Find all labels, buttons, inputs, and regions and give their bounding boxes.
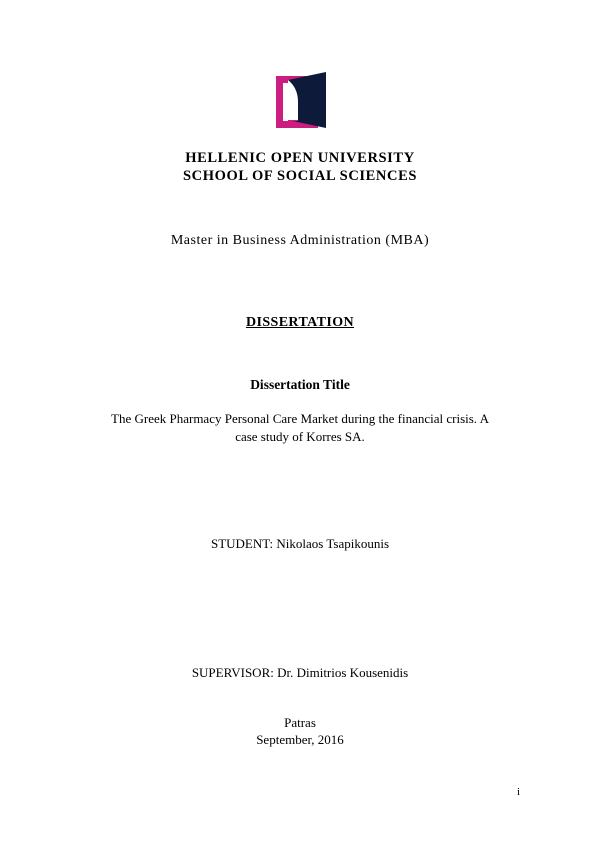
program-name: Master in Business Administration (MBA)	[170, 233, 430, 248]
university-name: HELLENIC OPEN UNIVERSITY	[185, 150, 415, 166]
school-name: SCHOOL OF SOCIAL SCIENCES	[182, 168, 418, 184]
supervisor-line: SUPERVISOR: Dr. Dimitrios Kousenidis	[191, 665, 409, 680]
document-type-heading: DISSERTATION	[245, 315, 355, 330]
dissertation-title-line-2: case study of Korres SA.	[235, 429, 365, 444]
page-number: i	[516, 786, 520, 798]
student-line: STUDENT: Nikolaos Tsapikounis	[210, 536, 390, 551]
date: September, 2016	[256, 732, 344, 747]
university-logo-icon	[276, 72, 326, 128]
dissertation-title-label: Dissertation Title	[250, 377, 350, 392]
dissertation-title-line-1: The Greek Pharmacy Personal Care Market during the financial crisis. A	[111, 411, 489, 426]
location: Patras	[284, 715, 316, 730]
